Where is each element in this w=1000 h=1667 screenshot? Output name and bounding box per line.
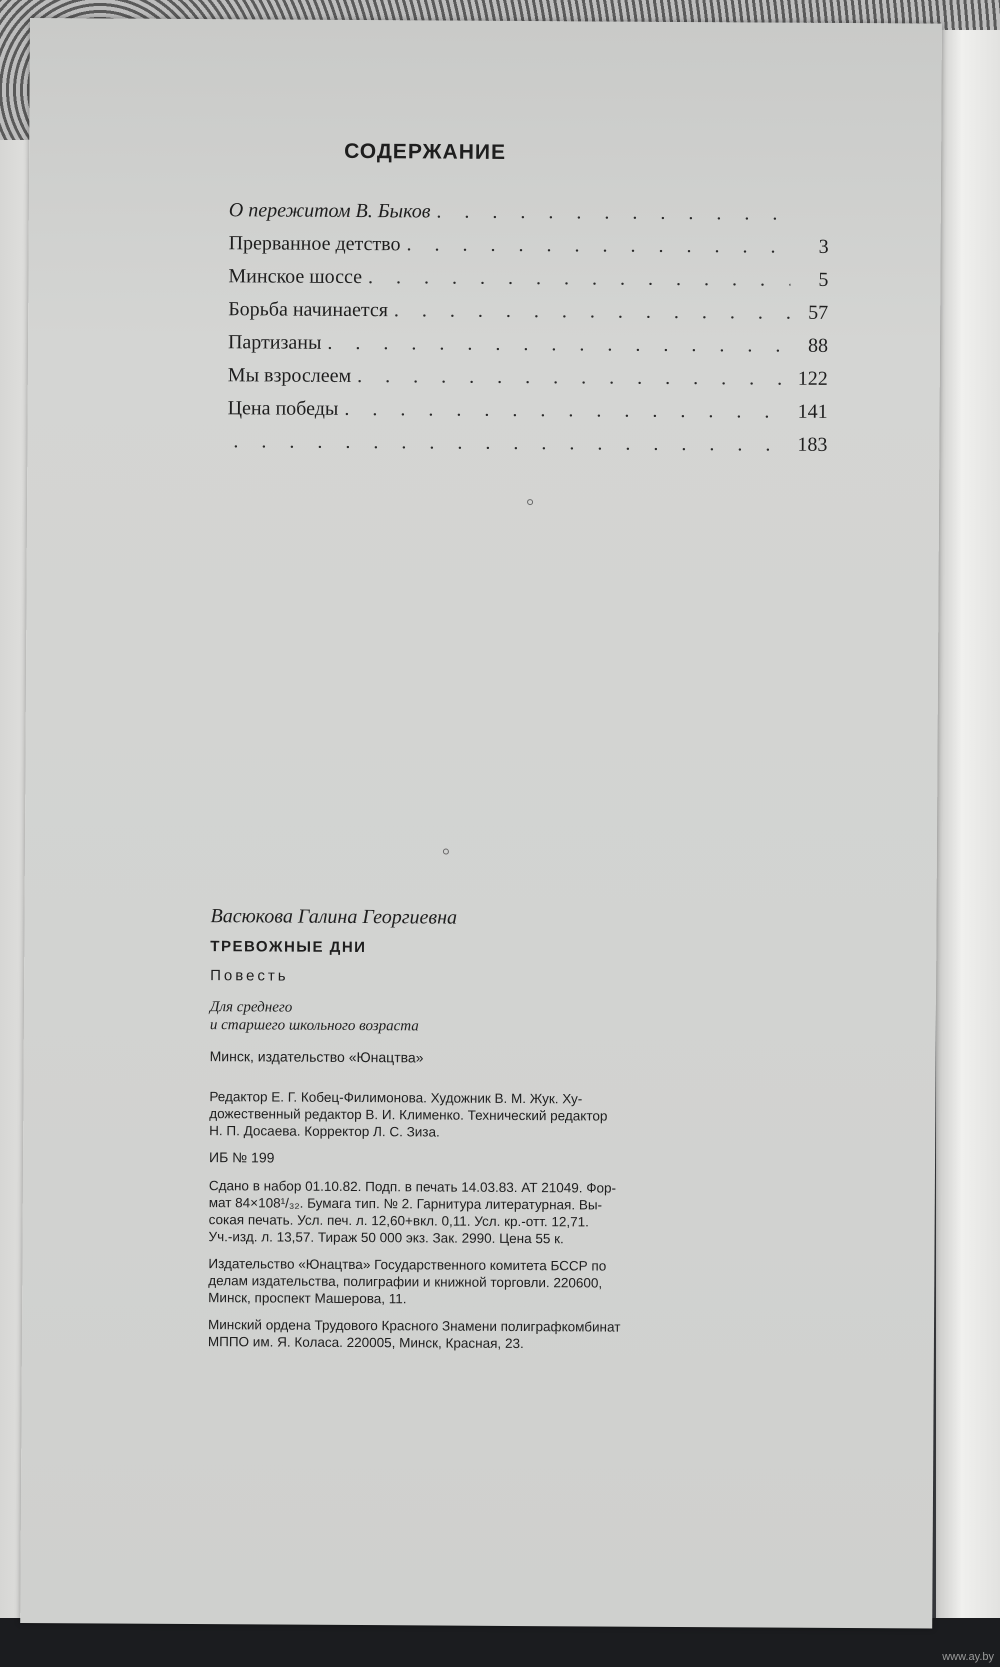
editorial-credits [209,1088,829,1143]
toc-leader-dots [357,365,790,391]
toc-entry-page: 122 [797,367,828,390]
toc-entry-label: Борьба начинается [228,298,389,322]
address-line: делам издательства, полиграфии и книжной торговли. 220600, [208,1273,603,1291]
book-title: ТРЕВОЖНЫЕ ДНИ [210,938,367,957]
specs-line: Уч.-изд. л. 13,57. Тираж 50 000 экз. Зак. 2990. Цена 55 к. [208,1229,564,1247]
toc-entry-label: О пережитом В. Быков [228,199,431,223]
toc-leader-dots [327,332,790,358]
book-page [20,18,942,1629]
paper-speck [443,849,449,855]
printer-line: Минский ордена Трудового Красного Знамени полиграфкомбинат [207,1317,621,1335]
target-audience [210,998,830,1038]
paper-speck [527,499,533,505]
audience-line: и старшего школьного возраста [209,1017,419,1035]
toc-entry-page: 141 [797,400,828,423]
credits-line: Редактор Е. Г. Кобец-Филимонова. Художник В. М. Жук. Ху- [209,1089,583,1107]
specs-line: Сдано в набор 01.10.82. Подп. в печать 14.03.83. АТ 21049. Фор- [208,1178,617,1196]
toc-entry-label: Партизаны [227,331,322,354]
toc-entry-page: 183 [797,433,828,456]
toc-entry-label: Цена победы [227,397,339,420]
toc-entry-page: 3 [818,235,829,258]
imprint-block [208,905,831,1364]
specs-line: сокая печать. Усл. печ. л. 12,60+вкл. 0,11. Усл. кр.-отт. 12,71. [208,1212,589,1230]
toc-entry [228,265,828,302]
toc-leader-dots [233,430,789,456]
toc-entry [228,364,828,401]
toc-leader-dots [394,299,790,324]
address-line: Издательство «Юнацтва» Государственного комитета БССР по [208,1256,607,1274]
publisher-address [208,1255,828,1310]
toc-entry [228,298,828,335]
printer-line: МППО им. Я. Коласа. 220005, Минск, Красная, 23. [207,1334,524,1352]
toc-entry-label: Прерванное детство [228,232,401,256]
toc-leader-dots [436,200,791,225]
print-specifications [209,1177,829,1249]
credits-line: Н. П. Досаева. Корректор Л. С. Зиза. [209,1123,440,1140]
table-of-contents [227,199,829,467]
toc-heading: СОДЕРЖАНИЕ [344,139,507,164]
toc-entry-label: Мы взрослеем [227,364,352,387]
toc-leader-dots [368,266,790,292]
address-line: Минск, проспект Машерова, 11. [208,1290,407,1307]
toc-entry [229,199,829,236]
watermark-text: www.ay.by [942,1651,994,1663]
book-genre: Повесть [210,967,289,985]
toc-entry-page: 5 [818,268,829,291]
toc-entry-page: 57 [808,301,829,324]
credits-line: дожественный редактор В. И. Клименко. Технический редактор [209,1106,608,1124]
ib-number: ИБ № 199 [208,1149,275,1166]
toc-leader-dots [406,233,790,258]
toc-entry [228,331,828,368]
author-name: Васюкова Галина Георгиевна [210,905,458,929]
right-page-edge [936,30,1000,1630]
toc-entry [227,397,827,434]
audience-line: Для среднего [209,999,293,1016]
publisher-line: Минск, издательство «Юнацтва» [209,1048,424,1066]
toc-entry [227,430,827,467]
toc-entry-label: Минское шоссе [228,265,363,289]
toc-leader-dots [344,398,789,424]
specs-line: мат 84×108¹/₃₂. Бумага тип. № 2. Гарнитура литературная. Вы- [208,1195,603,1213]
toc-entry-page: 88 [807,334,829,357]
printer-info [208,1316,828,1354]
toc-entry [228,232,828,269]
